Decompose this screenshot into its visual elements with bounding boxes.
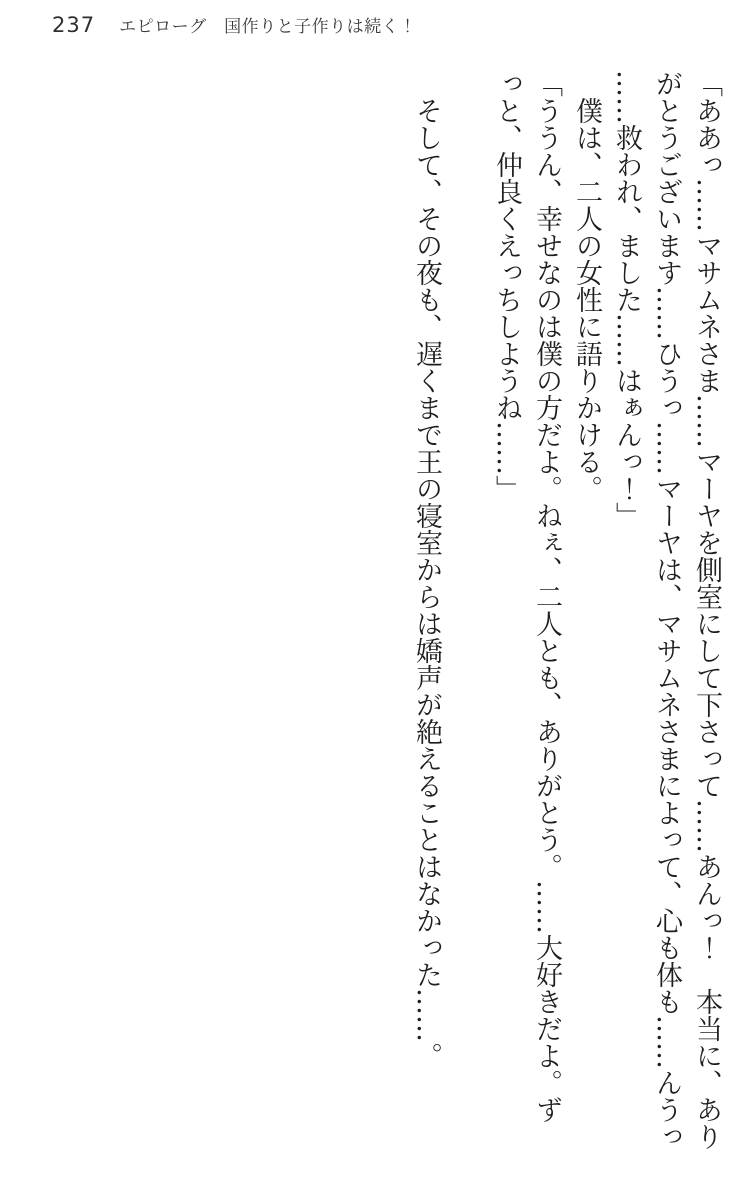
text-line: 「ああっ……マサムネさま……マーヤを側室にして下さって……あんっ！ 本当に、あり [691,70,722,1150]
text-line: 「ううん、幸せなのは僕の方だよ。ねぇ、二人とも、ありがとう。……大好きだよ。ず [531,70,562,1123]
text-line [446,70,486,1150]
text-line: っと、仲良くえっちしようね……」 [491,70,522,502]
vertical-text-block [406,70,726,1150]
text-line: ……救われ、ました……はぁんっ！」 [611,70,642,529]
text-line: がとうございます……ひうっ……マーヤは、マサムネさまによって、心も体も……んうっ [651,70,682,1150]
page-number: 237 [52,13,96,37]
running-head [52,12,417,37]
chapter-title: エピローグ 国作りと子作りは続く！ [119,17,417,37]
text-line: そして、その夜も、遅くまで王の寝室からは嬌声が絶えることはなかった……。 [411,70,442,1069]
text-line: 僕は、二人の女性に語りかける。 [571,70,602,502]
